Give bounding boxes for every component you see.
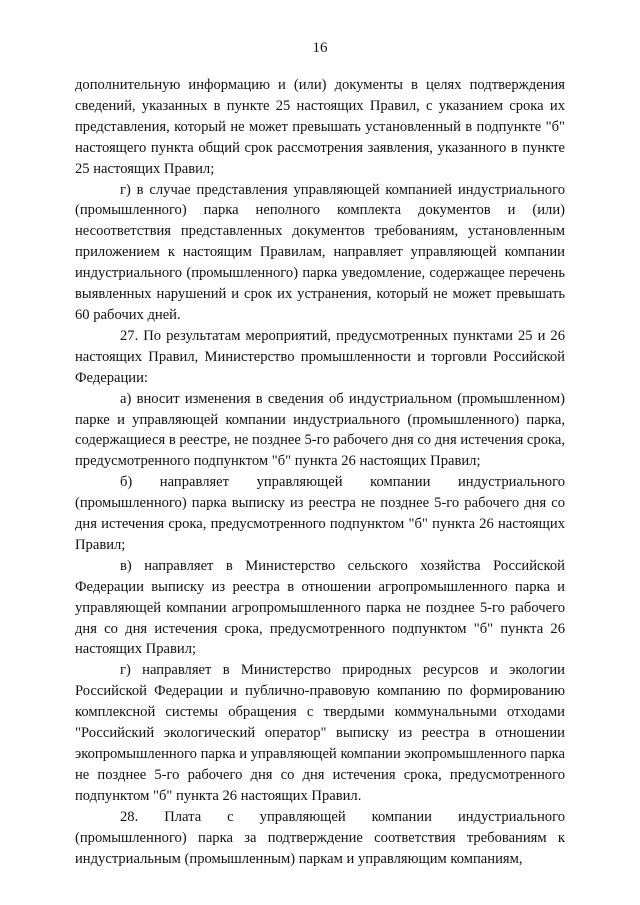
paragraph-continuation: дополнительную информацию и (или) документы в целях подтверждения сведений, указанных в пункте 25 настоящих Правил, с указанием срока их представления, который не может превышать установленный в подпункте "б" настоящего пункта общий срок рассмотрения заявления, указанного в пункте 25 настоящих Правил;	[75, 77, 565, 177]
paragraph-subitem-g: г) направляет в Министерство природных ресурсов и экологии Российской Федерации и публично-правовую компанию по формированию комплексной системы обращения с твердыми коммунальными отходами "Российский экологический оператор" выписку из реестра в отношении экопромышленного парка и управляющей компании экопромышленного парка не позднее 5-го рабочего дня со дня истечения срока, предусмотренного подпунктом "б" пункта 26 настоящих Правил.	[75, 662, 565, 804]
paragraph-item-27: 27. По результатам мероприятий, предусмотренных пунктами 25 и 26 настоящих Правил, Министерство промышленности и торговли Российской Федерации:	[75, 327, 565, 386]
document-body	[75, 75, 565, 869]
paragraph-subitem-b: б) направляет управляющей компании индустриального (промышленного) парка выписку из реестра не позднее 5-го рабочего дня со дня истечения срока, предусмотренного подпунктом "б" пункта 26 настоящих Правил;	[75, 474, 565, 553]
page-number: 16	[312, 40, 328, 56]
paragraph-subitem-v: в) направляет в Министерство сельского хозяйства Российской Федерации выписку из реестра в отношении агропромышленного парка и управляющей компании агропромышленного парка не позднее 5-го рабочего дня со дня истечения срока, предусмотренного подпунктом "б" пункта 26 настоящих Правил;	[75, 557, 565, 658]
paragraph-item-28: 28. Плата с управляющей компании индустриального (промышленного) парка за подтверждение соответствия требованиям к индустриальным (промышленным) паркам и управляющим компаниям,	[75, 808, 565, 867]
paragraph-subitem-g-notification: г) в случае представления управляющей компанией индустриального (промышленного) парка неполного комплекта документов и (или) несоответствия представленных документов требованиям, установленным приложением к настоящим Правилам, направляет управляющей компании индустриального (промышленного) парка уведомление, содержащее перечень выявленных нарушений и срок их устранения, который не может превышать 60 рабочих дней.	[75, 181, 565, 323]
paragraph-subitem-a: а) вносит изменения в сведения об индустриальном (промышленном) парке и управляющей компании индустриального (промышленного) парка, содержащиеся в реестре, не позднее 5-го рабочего дня со дня истечения срока, предусмотренного подпунктом "б" пункта 26 настоящих Правил;	[75, 390, 565, 470]
